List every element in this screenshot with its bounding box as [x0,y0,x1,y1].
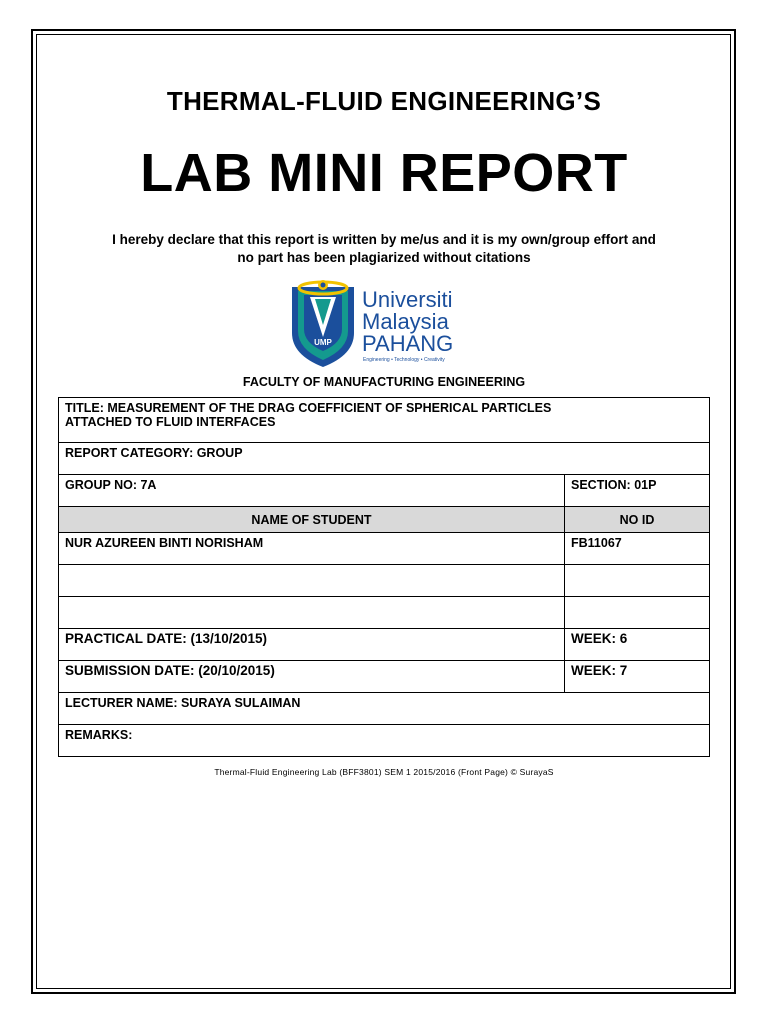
logo-line-3: PAHANG [362,331,454,356]
university-logo [290,277,490,369]
logo-line-1: Universiti [362,287,453,312]
title-line-1: TITLE: MEASUREMENT OF THE DRAG COEFFICIENT OF SPHERICAL PARTICLES [65,401,552,415]
table-row [59,661,710,693]
student-name: NUR AZUREEN BINTI NORISHAM [59,533,565,565]
declaration-line-1: I hereby declare that this report is written by me/us and it is my own/group effort and [112,232,656,247]
report-info-table [58,397,710,757]
page-footer: Thermal-Fluid Engineering Lab (BFF3801) SEM 1 2015/2016 (Front Page) © SurayaS [214,767,554,777]
section: SECTION: 01P [565,475,710,507]
table-row [59,693,710,725]
table-row [59,398,710,443]
student-name [59,597,565,629]
declaration [0,231,768,267]
student-row [59,565,710,597]
student-row [59,533,710,565]
logo-tagline: Engineering • Technology • Creativity [363,357,445,363]
table-header-row [59,507,710,533]
student-id [565,565,710,597]
logo-badge-text: UMP [314,338,332,347]
report-category: REPORT CATEGORY: GROUP [59,443,710,475]
report-subtitle: THERMAL-FLUID ENGINEERING’S [166,86,602,116]
student-row [59,597,710,629]
declaration-line-2: no part has been plagiarized without citations [237,250,531,265]
report-title: LAB MINI REPORT [140,143,628,203]
remarks: REMARKS: [59,725,710,757]
student-name [59,565,565,597]
column-header-id: NO ID [565,507,710,533]
logo-line-2: Malaysia [362,309,449,334]
group-no: GROUP NO: 7A [59,475,565,507]
table-row [59,443,710,475]
practical-week: WEEK: 6 [565,629,710,661]
student-id: FB11067 [565,533,710,565]
submission-week: WEEK: 7 [565,661,710,693]
table-row [59,475,710,507]
table-row [59,725,710,757]
title-cell [59,398,710,443]
lecturer-name: LECTURER NAME: SURAYA SULAIMAN [59,693,710,725]
title-line-2: ATTACHED TO FLUID INTERFACES [65,415,276,429]
practical-date: PRACTICAL DATE: (13/10/2015) [59,629,565,661]
column-header-name: NAME OF STUDENT [59,507,565,533]
table-row [59,629,710,661]
submission-date: SUBMISSION DATE: (20/10/2015) [59,661,565,693]
faculty-name: FACULTY OF MANUFACTURING ENGINEERING [242,375,526,389]
student-id [565,597,710,629]
